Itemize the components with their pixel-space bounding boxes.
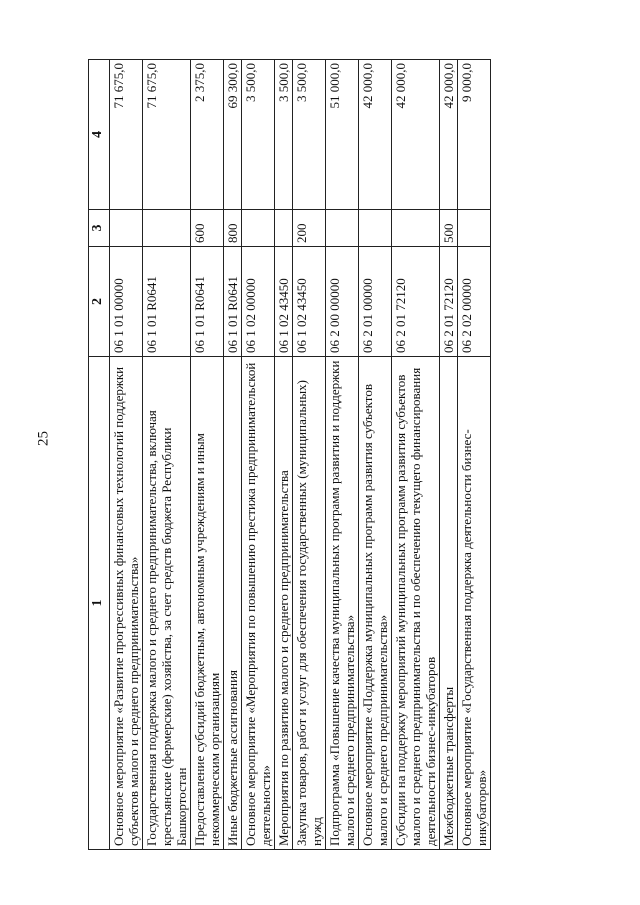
row-name-cell: Мероприятия по развитию малого и среднего предпринимательства — [275, 357, 293, 850]
row-type-cell: 500 — [440, 210, 458, 247]
table-body — [110, 60, 491, 850]
row-name-cell: Основное мероприятие «Мероприятия по повышению престижа предпринимательской деятельности» — [242, 357, 275, 850]
row-amount-cell: 69 300,0 — [224, 60, 242, 210]
row-code-cell: 06 1 02 43450 — [275, 247, 293, 357]
row-type-cell — [392, 210, 440, 247]
row-name-cell: Подпрограмма «Повышение качества муниципальных программ развития и поддержки малого и среднего предпринимательства» — [326, 357, 359, 850]
row-type-cell — [110, 210, 143, 247]
row-type-cell — [275, 210, 293, 247]
row-amount-cell: 71 675,0 — [110, 60, 143, 210]
row-code-cell: 06 2 01 00000 — [359, 247, 392, 357]
table-row — [326, 60, 359, 850]
table-row — [440, 60, 458, 850]
row-amount-cell: 3 500,0 — [293, 60, 326, 210]
row-name-cell: Государственная поддержка малого и среднего предпринимательства, включая крестьянские (фермерские) хозяйства, за счет средств бюджета Республики Башкортостан — [143, 357, 191, 850]
row-name-cell: Основное мероприятие «Государственная поддержка деятельности бизнес-инкубаторов» — [458, 357, 491, 850]
row-type-cell: 800 — [224, 210, 242, 247]
table-row — [143, 60, 191, 850]
row-name-cell: Межбюджетные трансферты — [440, 357, 458, 850]
row-type-cell — [242, 210, 275, 247]
row-code-cell: 06 2 01 72120 — [440, 247, 458, 357]
row-code-cell: 06 2 01 72120 — [392, 247, 440, 357]
row-type-cell — [326, 210, 359, 247]
row-type-cell — [359, 210, 392, 247]
row-code-cell: 06 1 02 43450 — [293, 247, 326, 357]
row-code-cell: 06 2 00 00000 — [326, 247, 359, 357]
header-row — [89, 60, 110, 850]
header-col-3: 3 — [89, 210, 110, 247]
row-amount-cell: 51 000,0 — [326, 60, 359, 210]
row-type-cell — [458, 210, 491, 247]
header-col-2: 2 — [89, 247, 110, 357]
table-row — [110, 60, 143, 850]
table-row — [359, 60, 392, 850]
header-col-4: 4 — [89, 60, 110, 210]
table-row — [224, 60, 242, 850]
row-name-cell: Основное мероприятие «Поддержка муниципальных программ развития субъектов малого и среднего предпринимательства» — [359, 357, 392, 850]
row-code-cell: 06 2 02 00000 — [458, 247, 491, 357]
budget-table — [88, 59, 491, 850]
row-amount-cell: 42 000,0 — [392, 60, 440, 210]
header-col-1: 1 — [89, 357, 110, 850]
table-row — [293, 60, 326, 850]
row-code-cell: 06 1 01 R0641 — [143, 247, 191, 357]
row-amount-cell: 42 000,0 — [440, 60, 458, 210]
row-type-cell: 200 — [293, 210, 326, 247]
row-amount-cell: 42 000,0 — [359, 60, 392, 210]
table-row — [392, 60, 440, 850]
row-code-cell: 06 1 01 00000 — [110, 247, 143, 357]
row-amount-cell: 71 675,0 — [143, 60, 191, 210]
row-amount-cell: 3 500,0 — [242, 60, 275, 210]
row-type-cell — [143, 210, 191, 247]
page-number: 25 — [35, 431, 52, 446]
row-code-cell: 06 1 02 00000 — [242, 247, 275, 357]
row-amount-cell: 2 375,0 — [191, 60, 224, 210]
row-name-cell: Иные бюджетные ассигнования — [224, 357, 242, 850]
row-name-cell: Основное мероприятие «Развитие прогрессивных финансовых технологий поддержки субъектов малого и среднего предпринимательства» — [110, 357, 143, 850]
row-code-cell: 06 1 01 R0641 — [191, 247, 224, 357]
table-row — [458, 60, 491, 850]
row-amount-cell: 9 000,0 — [458, 60, 491, 210]
row-amount-cell: 3 500,0 — [275, 60, 293, 210]
row-name-cell: Предоставление субсидий бюджетным, автономным учреждениям и иным некоммерческим организациям — [191, 357, 224, 850]
table-row — [191, 60, 224, 850]
rotated-table-container — [88, 60, 512, 850]
table-row — [275, 60, 293, 850]
row-code-cell: 06 1 01 R0641 — [224, 247, 242, 357]
row-type-cell: 600 — [191, 210, 224, 247]
row-name-cell: Закупка товаров, работ и услуг для обеспечения государственных (муниципальных) нужд — [293, 357, 326, 850]
table-row — [242, 60, 275, 850]
row-name-cell: Субсидии на поддержку мероприятий муниципальных программ развития субъектов малого и среднего предпринимательства и по обеспечению текущего финансирования деятельности бизнес-инкубаторов — [392, 357, 440, 850]
